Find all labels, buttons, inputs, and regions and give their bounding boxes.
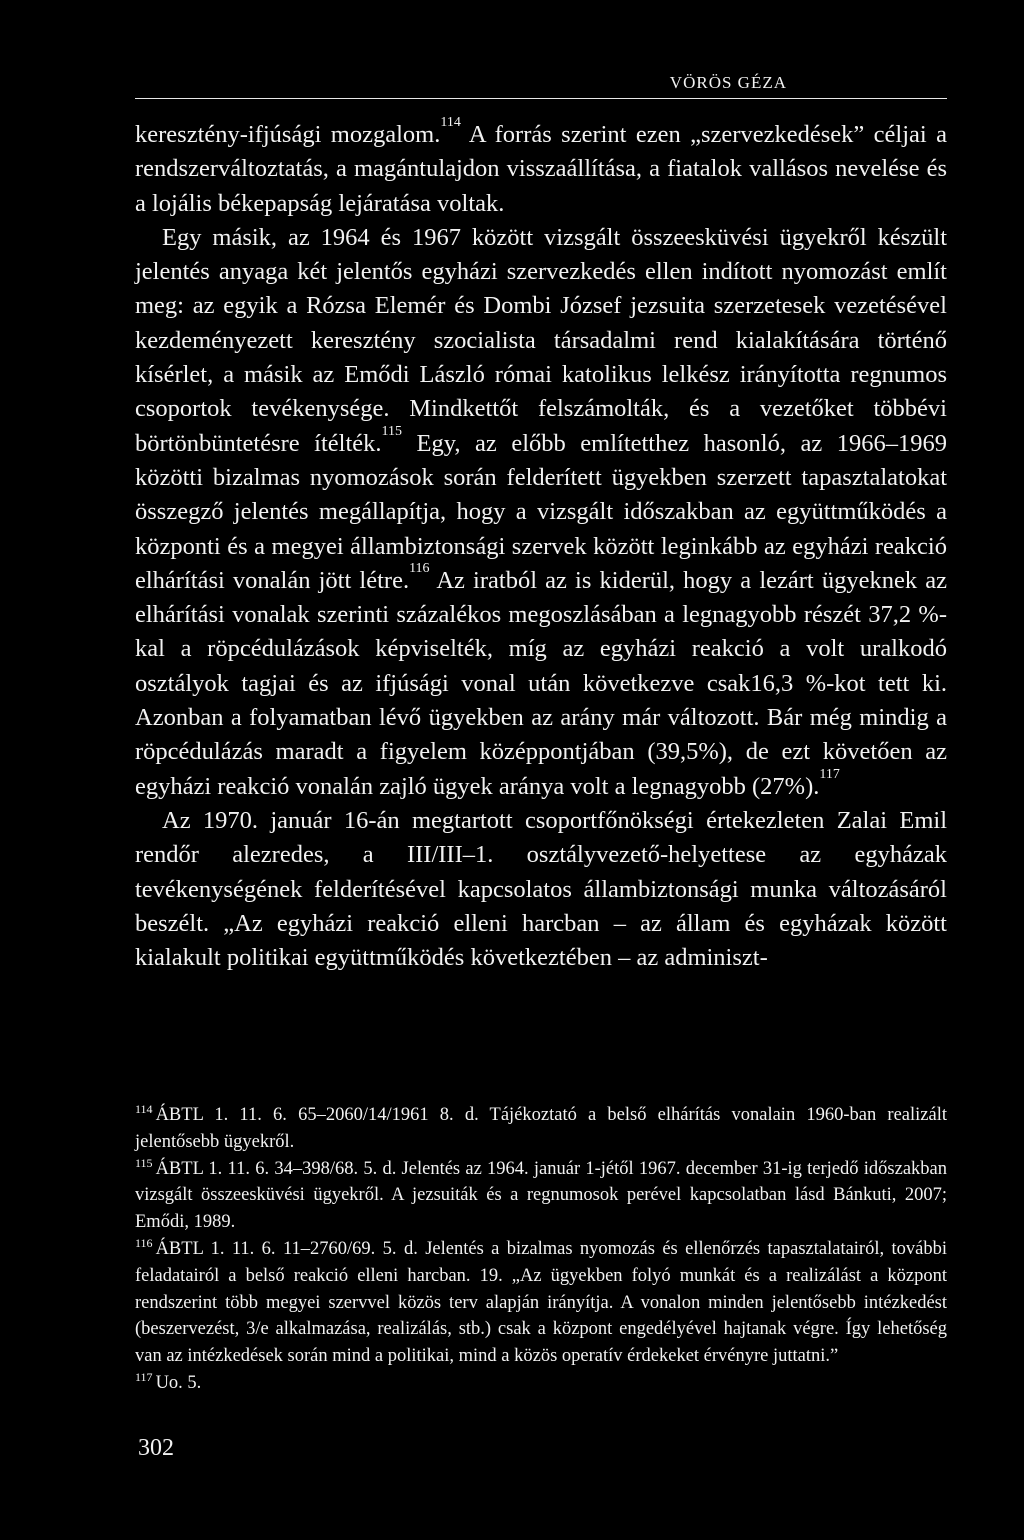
footnote-number: 115 [135,1155,153,1170]
footnote-ref-117[interactable]: 117 [819,766,840,782]
footnote-115 [135,1156,947,1236]
footnote-116 [135,1236,947,1370]
footnote-114 [135,1102,947,1156]
footnote-ref-114[interactable]: 114 [440,115,461,130]
paragraph-1 [135,115,947,221]
page-number: 302 [138,1435,174,1461]
paragraph-2 [135,221,947,804]
paragraph-text: keresztény-ifjúsági mozgalom. [135,121,441,148]
footnote-text: ÁBTL 1. 11. 6. 11–2760/69. 5. d. Jelentés a bizalmas nyomozás és ellenőrzés tapasztalatairól, további feladatairól a belső reakció elleni harcban. 19. „Az ügyekben folyó munkát és a realizálást a központ rendszerint több megyei szervvel közös terv alapján irányítja. A vonalon minden jelentősebb intézkedést (beszervezést, 3/e alkalmazása, realizálás, stb.) csak a központ engedélyével hajtanak végre. Így lehetőség van az intézkedések során mind a politikai, mind a közös operatív érdekeket érvényre juttatni.” [135,1238,947,1367]
footnote-ref-116[interactable]: 116 [409,560,430,576]
footnotes [135,1102,947,1397]
footnote-number: 114 [135,1102,153,1116]
header-rule [135,98,947,99]
paragraph-3 [135,804,947,975]
paragraph-text: Az 1970. január 16-án megtartott csoportfőnökségi értekezleten Zalai Emil rendőr alezredes, a III/III–1. osztályvezető-helyettese az egyházak tevékenységének felderítésével kapcsolatos állambiztonsági munka változásáról beszélt. „Az egyházi reakció elleni harcban – az állam és egyházak között kialakult politikai együttműködés következtében – az adminiszt- [135,806,947,972]
paragraph-text: Egy másik, az 1964 és 1967 között vizsgált összeesküvési ügyekről készült jelentés anyaga két jelentős egyházi szervezkedés ellen indított nyomozást említ meg: az egyik a Rózsa Elemér és Dombi József jezsuita szerzetesek vezetésével kezdeményezett keresztény szocialista társadalmi rend kialakítására történő kísérlet, a másik az Emődi László római katolikus lelkész irányította regnumos csoportok tevékenysége. Mindkettőt felszámolták, és a vezetőket többévi börtönbüntetésre ítélték. [135,223,947,457]
footnote-text: Uo. 5. [155,1372,202,1393]
footnote-number: 116 [135,1235,153,1250]
main-text [135,115,948,975]
footnote-text: ÁBTL 1. 11. 6. 34–398/68. 5. d. Jelentés az 1964. január 1-jétől 1967. december 31-ig terjedő időszakban vizsgált összeesküvési ügyekről. A jezsuiták és a regnumosok perével kapcsolatban lásd Bánkuti, 2007; Emődi, 1989. [135,1158,947,1233]
running-header [135,72,947,99]
paragraph-text: Az iratból az is kiderül, hogy a lezárt ügyeknek az elhárítási vonalak szerinti százalékos megoszlásában a legnagyobb részét 37,2 %-kal a röpcédulázások képviselték, míg az egyházi reakció a volt uralkodó osztályok tagjai és az ifjúsági vonal után következve csak16,3 %-kot tett ki. Azonban a folyamatban lévő ügyekben az arány már változott. Bár még mindig a röpcédulázás maradt a figyelem középpontjában (39,5%), de ezt követően az egyházi reakció vonalán zajló ügyek aránya volt a legnagyobb (27%). [135,566,947,800]
running-title: VÖRÖS GÉZA [669,73,787,92]
footnote-text: ÁBTL 1. 11. 6. 65–2060/14/1961 8. d. Tájékoztató a belső elhárítás vonalain 1960-ban realizált jelentősebb ügyekről. [135,1105,947,1152]
paragraph-text: A forrás szerint ezen „szervezkedések” céljai a rendszerváltoztatás, a magántulajdon visszaállítása, a fiatalok vallásos nevelése és a lojális békepapság lejáratása voltak. [135,121,947,217]
footnote-117 [135,1370,947,1397]
paragraph-text: Egy, az előbb említetthez hasonló, az 1966–1969 közötti bizalmas nyomozások során felderített ügyekben szerzett tapasztalatokat összegző jelentés megállapítja, hogy a vizsgált időszakban az együttműködés a központi és a megyei állambiztonsági szervek között leginkább az egyházi reakció elhárítási vonalán jött létre. [135,429,948,594]
footnote-number: 117 [135,1369,153,1384]
footnote-ref-115[interactable]: 115 [381,423,403,439]
